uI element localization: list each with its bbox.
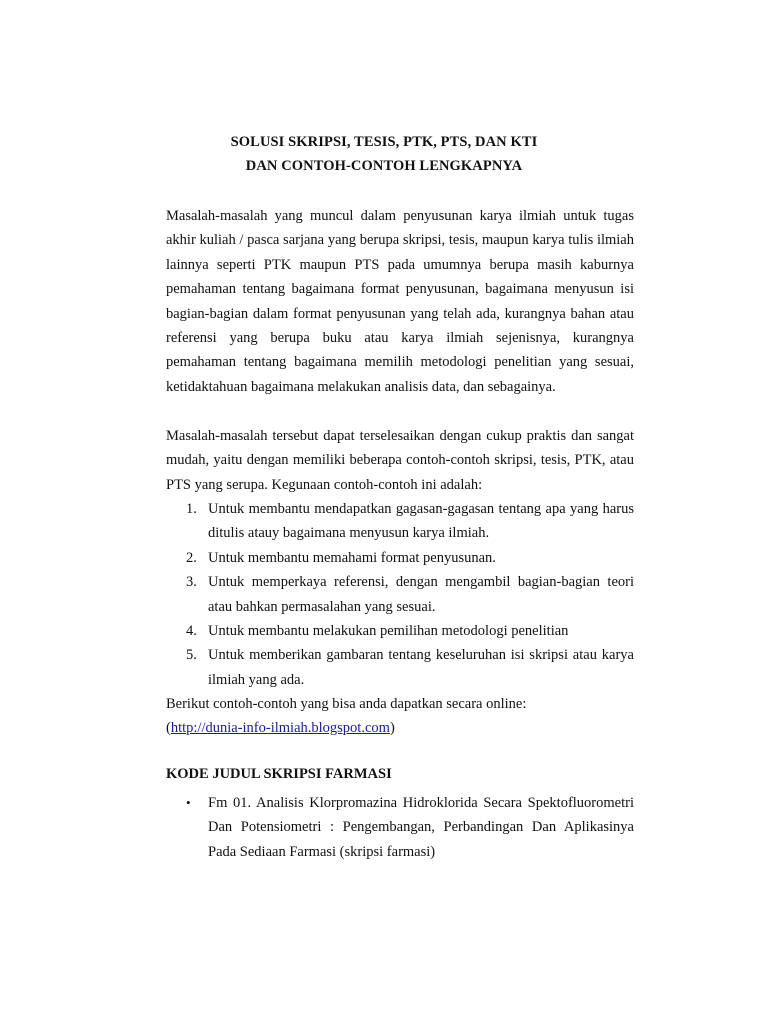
solution-paragraph: Masalah-masalah tersebut dapat terselesaikan dengan cukup praktis dan sangat mudah, yaitu dengan memiliki beberapa contoh-contoh skripsi, tesis, PTK, atau PTS yang serupa. Kegunaan contoh-contoh ini adalah: [166,428,634,493]
closing-text: Berikut contoh-contoh yang bisa anda dapatkan secara online: [166,696,527,712]
link-open-paren: ( [166,720,171,737]
list-item [186,791,634,864]
list-item [186,546,634,570]
list-item-text: Untuk membantu mendapatkan gagasan-gagasan tentang apa yang harus ditulis atauy bagaimana menyusun karya ilmiah. [208,501,634,542]
blog-link[interactable]: http://dunia-info-ilmiah.blogspot.com [170,720,390,737]
list-item-number: 5. [186,647,197,664]
list-item [186,497,634,546]
list-item-number: 4. [186,623,197,640]
link-line [166,716,634,740]
list-item-number: 1. [186,501,197,517]
list-item-text: Untuk membantu memahami format penyusunan. [208,549,496,566]
section-heading: KODE JUDUL SKRIPSI FARMASI [166,766,392,782]
list-item [186,570,634,619]
list-item-text: Untuk memberikan gambaran tentang keseluruhan isi skripsi atau karya ilmiah yang ada. [208,647,634,688]
list-item [186,643,634,692]
intro-paragraph: Masalah-masalah yang muncul dalam penyusunan karya ilmiah untuk tugas akhir kuliah / pasca sarjana yang berupa skripsi, tesis, maupun karya tulis ilmiah lainnya seperti PTK maupun PTS pada umumnya berupa masih kaburnya pemahaman tentang bagaimana format penyusunan, bagaimana menyusun isi bagian-bagian dalam format penyusunan yang telah ada, kurangnya bahan atau referensi yang berupa buku atau karya ilmiah sejenisnya, kurangnya pemahaman tentang bagaimana memilih metodologi penelitian yang sesuai, ketidaktahuan bagaimana melakukan analisis data, dan sebagainya. [166,208,634,395]
document-title-line-1: SOLUSI SKRIPSI, TESIS, PTK, PTS, DAN KTI [230,134,538,150]
bullet-icon: • [186,795,191,810]
closing-block [166,692,634,741]
list-item-number: 2. [186,549,197,566]
benefits-list [186,497,634,692]
thesis-code-list [186,791,634,864]
list-item-number: 3. [186,574,197,591]
list-item [186,619,634,643]
link-close-paren: ) [389,720,395,737]
list-item-text: Untuk memperkaya referensi, dengan mengambil bagian-bagian teori atau bahkan permasalahan yang sesuai. [208,574,634,615]
list-item-text: Untuk membantu melakukan pemilihan metodologi penelitian [208,623,569,640]
document-title-line-2: DAN CONTOH-CONTOH LENGKAPNYA [245,158,523,174]
list-item-text: Fm 01. Analisis Klorpromazina Hidroklorida Secara Spektofluorometri Dan Potensiometri : Pengembangan, Perbandingan Dan Aplikasinya Pada Sediaan Farmasi (skripsi farmasi) [208,795,634,860]
